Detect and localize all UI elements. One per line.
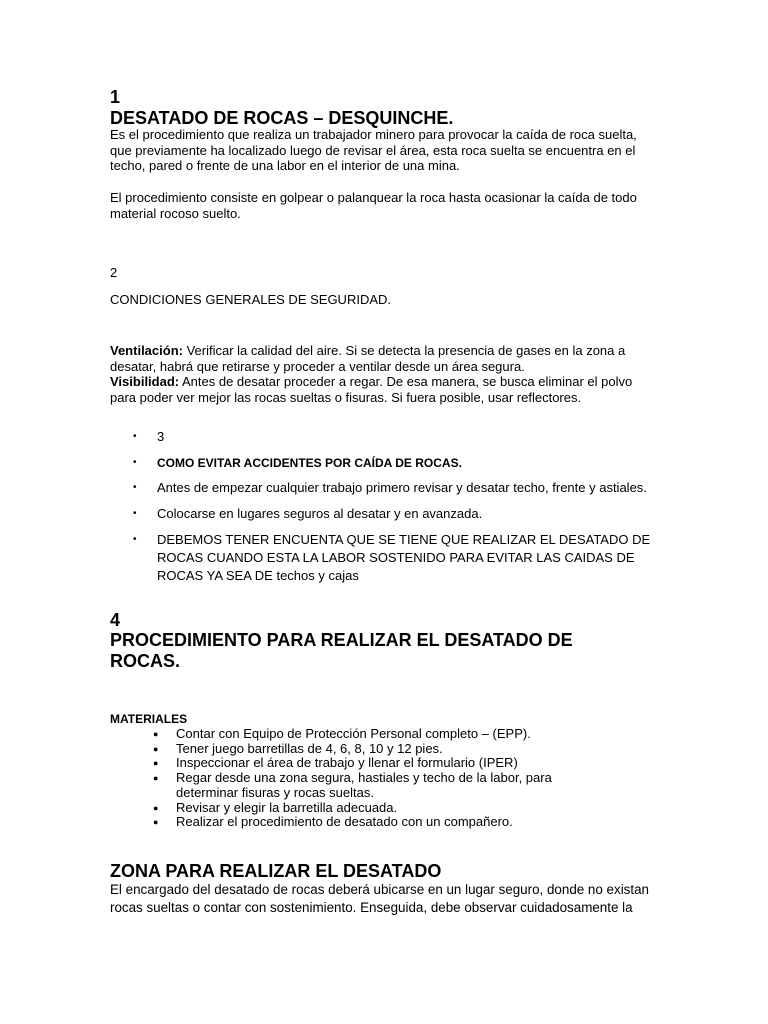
- bullet-icon: ●: [153, 802, 159, 813]
- section-3-title: COMO EVITAR ACCIDENTES POR CAÍDA DE ROCAS.: [157, 456, 462, 470]
- material-item-text: Contar con Equipo de Protección Personal completo – (EPP).: [176, 726, 531, 741]
- material-item-text: Regar desde una zona segura, hastiales y techo de la labor, para determinar fisuras y rocas sueltas.: [176, 770, 552, 800]
- list-item: [110, 727, 655, 742]
- material-item-text: Revisar y elegir la barretilla adecuada.: [176, 799, 398, 815]
- material-item-text: Tener juego barretillas de 4, 6, 8, 10 y 12 pies.: [176, 740, 443, 756]
- section-5-title: ZONA PARA REALIZAR EL DESATADO: [110, 861, 442, 881]
- section-4-number: 4: [110, 610, 121, 630]
- bullet-icon: ●: [153, 758, 159, 769]
- section-3-item-text: DEBEMOS TENER ENCUENTA QUE SE TIENE QUE REALIZAR EL DESATADO DE ROCAS CUANDO ESTA LA LABOR SOSTENIDO PARA EVITAR LAS CAIDAS DE ROCAS YA SEA DE techos y cajas: [157, 532, 651, 583]
- section-2-number: 2: [110, 265, 118, 280]
- section-4-title: PROCEDIMIENTO PARA REALIZAR EL DESATADO DE ROCAS.: [110, 630, 573, 671]
- bullet-icon: ●: [153, 773, 159, 784]
- section-3-number: 3: [157, 429, 165, 444]
- bullet-icon: ●: [153, 729, 159, 739]
- ventilation-label: Ventilación:: [110, 343, 183, 358]
- list-item: [110, 801, 655, 816]
- section-1-paragraph-2: El procedimiento consiste en golpear o palanquear la roca hasta ocasionar la caída de todo material rocoso suelto.: [110, 190, 637, 221]
- materials-label: MATERIALES: [110, 712, 188, 726]
- list-item: [110, 454, 655, 472]
- bullet-icon: ●: [153, 817, 159, 828]
- section-5-paragraph: El encargado del desatado de rocas deberá ubicarse en un lugar seguro, donde no existan rocas sueltas o contar con sostenimiento. Enseguida, debe observar cuidadosamente la: [110, 882, 649, 915]
- visibility-paragraph: [110, 374, 655, 405]
- section-1-title: DESATADO DE ROCAS – DESQUINCHE.: [110, 108, 454, 128]
- bullet-icon: •: [133, 457, 137, 468]
- visibility-text: Antes de desatar proceder a regar. De esa manera, se busca eliminar el polvo para poder ver mejor las rocas sueltas o fisuras. Si fuera posible, usar reflectores.: [110, 374, 633, 405]
- bullet-icon: •: [133, 508, 137, 519]
- section-3-item-text: Antes de empezar cualquier trabajo primero revisar y desatar techo, frente y astiales.: [157, 480, 647, 495]
- list-item: [110, 479, 657, 497]
- section-1-number: 1: [110, 87, 121, 107]
- visibility-label: Visibilidad:: [110, 374, 180, 389]
- ventilation-text: Verificar la calidad del aire. Si se detecta la presencia de gases en la zona a desatar, habrá que retirarse y proceder a ventilar desde un área segura.: [110, 343, 626, 374]
- section-3-list: [110, 428, 655, 585]
- section-3-item-text: Colocarse en lugares seguros al desatar y en avanzada.: [157, 506, 483, 521]
- bullet-icon: •: [133, 431, 137, 442]
- list-item: [110, 815, 655, 830]
- section-1-paragraph-1: Es el procedimiento que realiza un trabajador minero para provocar la caída de roca suelta, que previamente ha localizado luego de revisar el área, esta roca suelta se encuentra en el techo, pared o frente de una labor en el interior de una mina.: [110, 127, 637, 173]
- material-item-text: Inspeccionar el área de trabajo y llenar el formulario (IPER): [176, 755, 518, 771]
- list-item: [110, 742, 655, 757]
- list-item: [110, 531, 657, 585]
- section-2-title: CONDICIONES GENERALES DE SEGURIDAD.: [110, 292, 391, 307]
- list-item: [110, 771, 616, 800]
- material-item-text: Realizar el procedimiento de desatado con un compañero.: [176, 814, 513, 830]
- list-item: [110, 428, 655, 446]
- list-item: [110, 756, 655, 771]
- list-item: [110, 505, 655, 523]
- ventilation-paragraph: [110, 343, 655, 374]
- bullet-icon: •: [133, 482, 137, 493]
- bullet-icon: ●: [153, 743, 159, 754]
- bullet-icon: •: [133, 534, 137, 545]
- materials-list: [110, 727, 655, 830]
